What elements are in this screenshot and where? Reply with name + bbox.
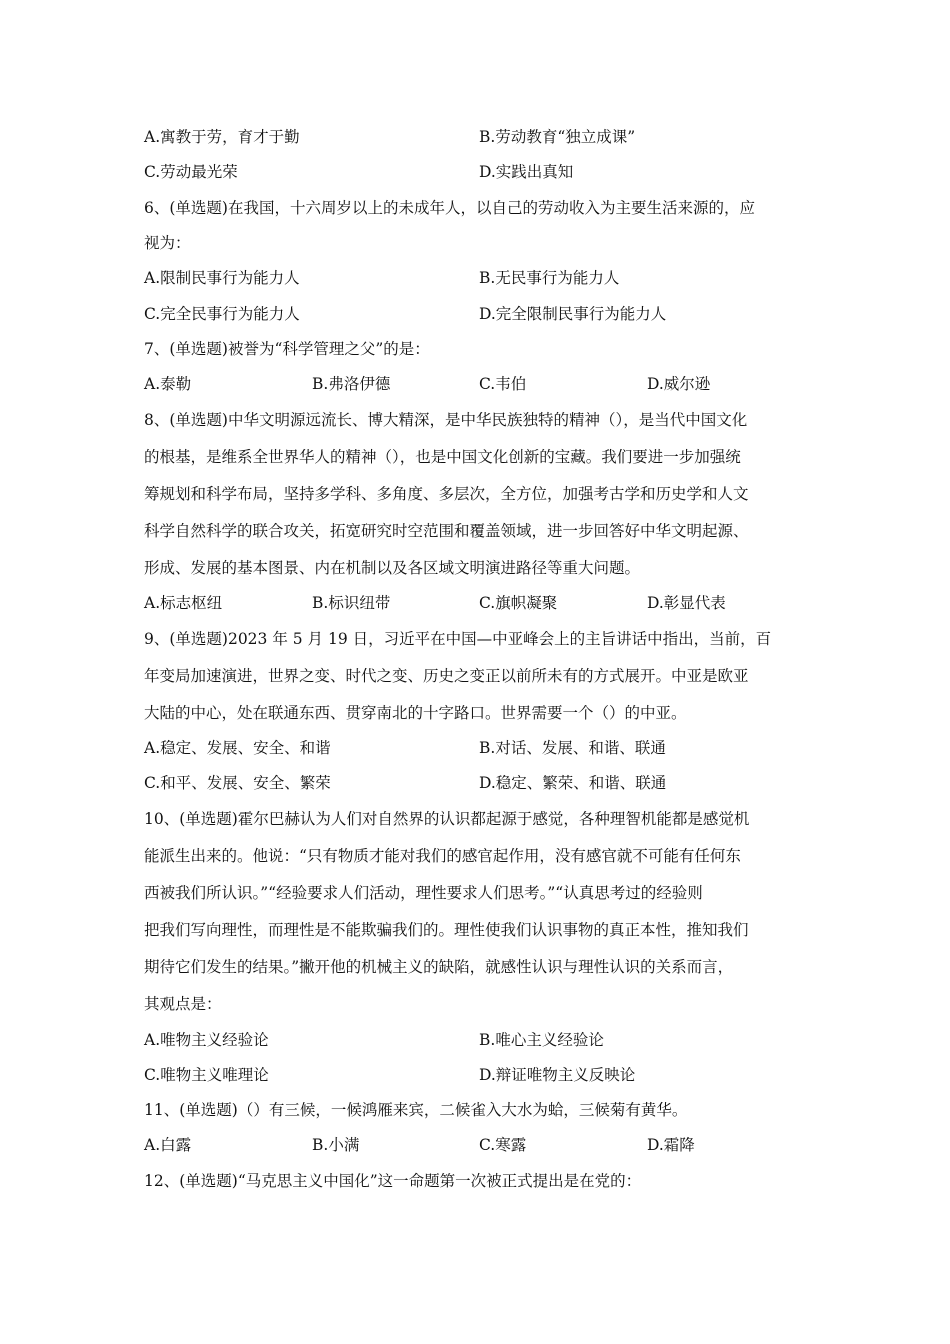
q11-option-d: D.霜降 — [647, 1136, 695, 1154]
q6-question-line-2: 视为： — [144, 234, 191, 252]
q11-question-line-1: 11、(单选题)（）有三候，一候鸿雁来宾，二候雀入大水为蛤，三候菊有黄华。 — [144, 1101, 688, 1119]
q7-option-a: A.泰勒 — [144, 375, 192, 393]
q10-option-a: A.唯物主义经验论 — [144, 1031, 269, 1049]
q9-option-a: A.稳定、发展、安全、和谐 — [144, 739, 331, 757]
q6-option-a: A.限制民事行为能力人 — [144, 269, 300, 287]
q8-question-line-2: 的根基，是维系全世界华人的精神（），也是中国文化创新的宝藏。我们要进一步加强统 — [144, 448, 741, 466]
q8-option-d: D.彰显代表 — [647, 594, 726, 612]
q10-question-line-5: 期待它们发生的结果。”撇开他的机械主义的缺陷，就感性认识与理性认识的关系而言， — [144, 958, 734, 976]
q10-option-b: B.唯心主义经验论 — [479, 1031, 604, 1049]
q8-question-line-3: 筹规划和科学布局，坚持多学科、多角度、多层次，全方位，加强考古学和历史学和人文 — [144, 485, 749, 503]
q7-question-line-1: 7、(单选题)被誉为“科学管理之父”的是： — [144, 340, 430, 358]
q9-question-line-1: 9、(单选题)2023 年 5 月 19 日，习近平在中国—中亚峰会上的主旨讲话中指出，当前，百 — [144, 630, 772, 648]
q5-option-c: C.劳动最光荣 — [144, 163, 238, 181]
q10-question-line-2: 能派生出来的。他说：“只有物质才能对我们的感官起作用，没有感官就不可能有任何东 — [144, 847, 741, 865]
q9-question-line-2: 年变局加速演进，世界之变、时代之变、历史之变正以前所未有的方式展开。中亚是欧亚 — [144, 667, 749, 685]
q10-option-c: C.唯物主义唯理论 — [144, 1066, 269, 1084]
q8-option-b: B.标识纽带 — [312, 594, 391, 612]
q10-question-line-3: 西被我们所认识。”“经验要求人们活动，理性要求人们思考。”“认真思考过的经验则 — [144, 884, 703, 902]
q6-option-b: B.无民事行为能力人 — [479, 269, 620, 287]
q7-option-b: B.弗洛伊德 — [312, 375, 391, 393]
q8-question-line-1: 8、(单选题)中华文明源远流长、博大精深，是中华民族独特的精神（），是当代中国文化 — [144, 411, 748, 429]
q10-question-line-4: 把我们写向理性，而理性是不能欺骗我们的。理性使我们认识事物的真正本性，推知我们 — [144, 921, 749, 939]
q12-question-line-1: 12、(单选题)“马克思主义中国化”这一命题第一次被正式提出是在党的： — [144, 1172, 642, 1190]
q6-question-line-1: 6、(单选题)在我国，十六周岁以上的未成年人，以自己的劳动收入为主要生活来源的，应 — [144, 199, 755, 217]
q11-option-b: B.小满 — [312, 1136, 360, 1154]
q10-question-line-1: 10、(单选题)霍尔巴赫认为人们对自然界的认识都起源于感觉，各种理智机能都是感觉机 — [144, 810, 750, 828]
q8-question-line-4: 科学自然科学的联合攻关，拓宽研究时空范围和覆盖领域，进一步回答好中华文明起源、 — [144, 522, 749, 540]
q7-option-d: D.威尔逊 — [647, 375, 711, 393]
q9-option-c: C.和平、发展、安全、繁荣 — [144, 774, 331, 792]
q5-option-b: B.劳动教育“独立成课” — [479, 128, 636, 146]
q6-option-d: D.完全限制民事行为能力人 — [479, 305, 667, 323]
q8-option-a: A.标志枢纽 — [144, 594, 223, 612]
q11-option-c: C.寒露 — [479, 1136, 527, 1154]
q8-question-line-5: 形成、发展的基本图景、内在机制以及各区域文明演进路径等重大问题。 — [144, 559, 641, 577]
q10-option-d: D.辩证唯物主义反映论 — [479, 1066, 636, 1084]
q10-question-line-6: 其观点是： — [144, 995, 222, 1013]
q9-option-b: B.对话、发展、和谐、联通 — [479, 739, 666, 757]
q5-option-d: D.实践出真知 — [479, 163, 574, 181]
q11-option-a: A.白露 — [144, 1136, 192, 1154]
q8-option-c: C.旗帜凝聚 — [479, 594, 558, 612]
q7-option-c: C.韦伯 — [479, 375, 527, 393]
q9-option-d: D.稳定、繁荣、和谐、联通 — [479, 774, 667, 792]
q6-option-c: C.完全民事行为能力人 — [144, 305, 300, 323]
q9-question-line-3: 大陆的中心，处在联通东西、贯穿南北的十字路口。世界需要一个（）的中亚。 — [144, 704, 687, 722]
q5-option-a: A.寓教于劳，育才于勤 — [144, 128, 300, 146]
